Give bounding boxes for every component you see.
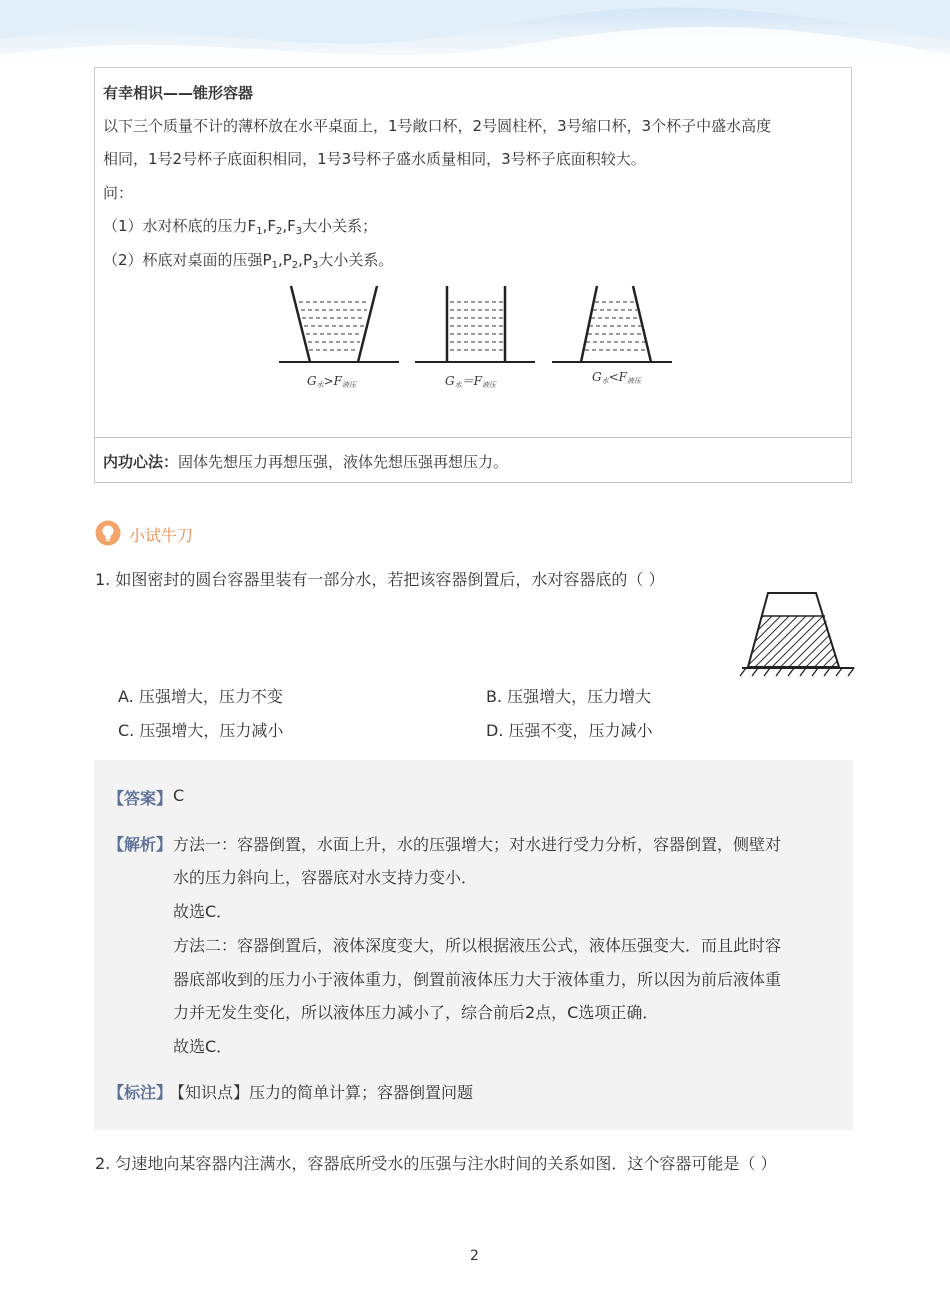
force-symbols: $F_1,F_2,F_3$ xyxy=(247,217,303,237)
option-d[interactable]: D. 压强不变，压力减小 xyxy=(486,721,653,740)
box-question-2-tail: 大小关系。 xyxy=(318,251,394,269)
box-question-1-text: （1）水对杯底的压力 xyxy=(103,217,248,235)
box-text-line1: 以下三个质量不计的薄杯放在水平桌面上，1号敞口杯，2号圆柱杯，3号缩口杯，3个杯子中盛水高度 xyxy=(103,117,772,135)
box-question-1-tail: 大小关系； xyxy=(302,217,378,235)
tip-text: 固体先想压力再想压强，液体先想压强再想压力。 xyxy=(178,453,509,471)
analysis-line: 水的压力斜向上，容器底对水支持力变小． xyxy=(173,868,478,887)
box-question-1 xyxy=(103,216,377,236)
box-question-2-text: （2）杯底对桌面的压强 xyxy=(103,251,263,269)
option-c[interactable]: C. 压强增大，压力减小 xyxy=(118,721,284,740)
cup-1-label: G水>F液压 xyxy=(307,374,356,389)
analysis-label: 【解析】 xyxy=(108,835,173,854)
box-title: 有幸相识——锥形容器 xyxy=(103,84,254,102)
pressure-symbols: $P_1,P_2,P_3$ xyxy=(262,251,319,271)
knowledge-box-content xyxy=(95,68,851,438)
cup-3-narrow-mouth xyxy=(552,286,672,385)
knowledge-box xyxy=(94,67,852,483)
tip-label: 内功心法： xyxy=(103,453,179,471)
question-2-text: 2. 匀速地向某容器内注满水，容器底所受水的压强与注水时间的关系如图．这个容器可能是（ ） xyxy=(95,1154,777,1173)
lightbulb-icon xyxy=(95,520,121,546)
cup-2-cylinder xyxy=(415,286,535,389)
analysis-line: 器底部收到的压力小于液体重力，倒置前液体压力大于液体重力，所以因为前后液体重 xyxy=(173,970,782,989)
analysis-line: 方法二：容器倒置后，液体深度变大，所以根据液压公式，液体压强变大．而且此时容 xyxy=(173,936,782,955)
answer-label: 【答案】 xyxy=(108,789,173,808)
tip-line xyxy=(103,451,508,472)
cup-2-label: G水＝F液压 xyxy=(445,374,496,389)
box-text-line2: 相同，1号2号杯子底面积相同，1号3号杯子盛水质量相同，3号杯子底面积较大。 xyxy=(103,150,646,168)
analysis-line: 故选C． xyxy=(173,902,233,921)
option-a[interactable]: A. 压强增大，压力不变 xyxy=(118,687,283,706)
question-1-text: 1. 如图密封的圆台容器里装有一部分水，若把该容器倒置后，水对容器底的（ ） xyxy=(95,570,665,589)
page-number: 2 xyxy=(470,1248,479,1264)
cup-1-open-mouth xyxy=(279,286,399,389)
section-title: 小试牛刀 xyxy=(129,526,194,545)
answer-panel xyxy=(94,760,853,1130)
option-b[interactable]: B. 压强增大，压力增大 xyxy=(486,687,652,706)
header-wave-decoration xyxy=(0,0,950,70)
note-label: 【标注】 xyxy=(108,1083,173,1102)
analysis-line: 力并无发生变化，所以液体压力减小了，综合前后2点，C选项正确． xyxy=(173,1003,659,1022)
box-question-2 xyxy=(103,250,393,270)
frustum-container-figure xyxy=(738,590,856,678)
three-cups-figure xyxy=(277,282,677,394)
analysis-line: 故选C． xyxy=(173,1037,233,1056)
cup-3-label: G水<F液压 xyxy=(592,370,641,385)
box-ask: 问： xyxy=(103,184,134,202)
answer-value: C xyxy=(173,786,185,805)
note-text: 【知识点】压力的简单计算；容器倒置问题 xyxy=(169,1083,474,1102)
analysis-line: 方法一：容器倒置，水面上升，水的压强增大；对水进行受力分析，容器倒置，侧壁对 xyxy=(173,835,782,854)
